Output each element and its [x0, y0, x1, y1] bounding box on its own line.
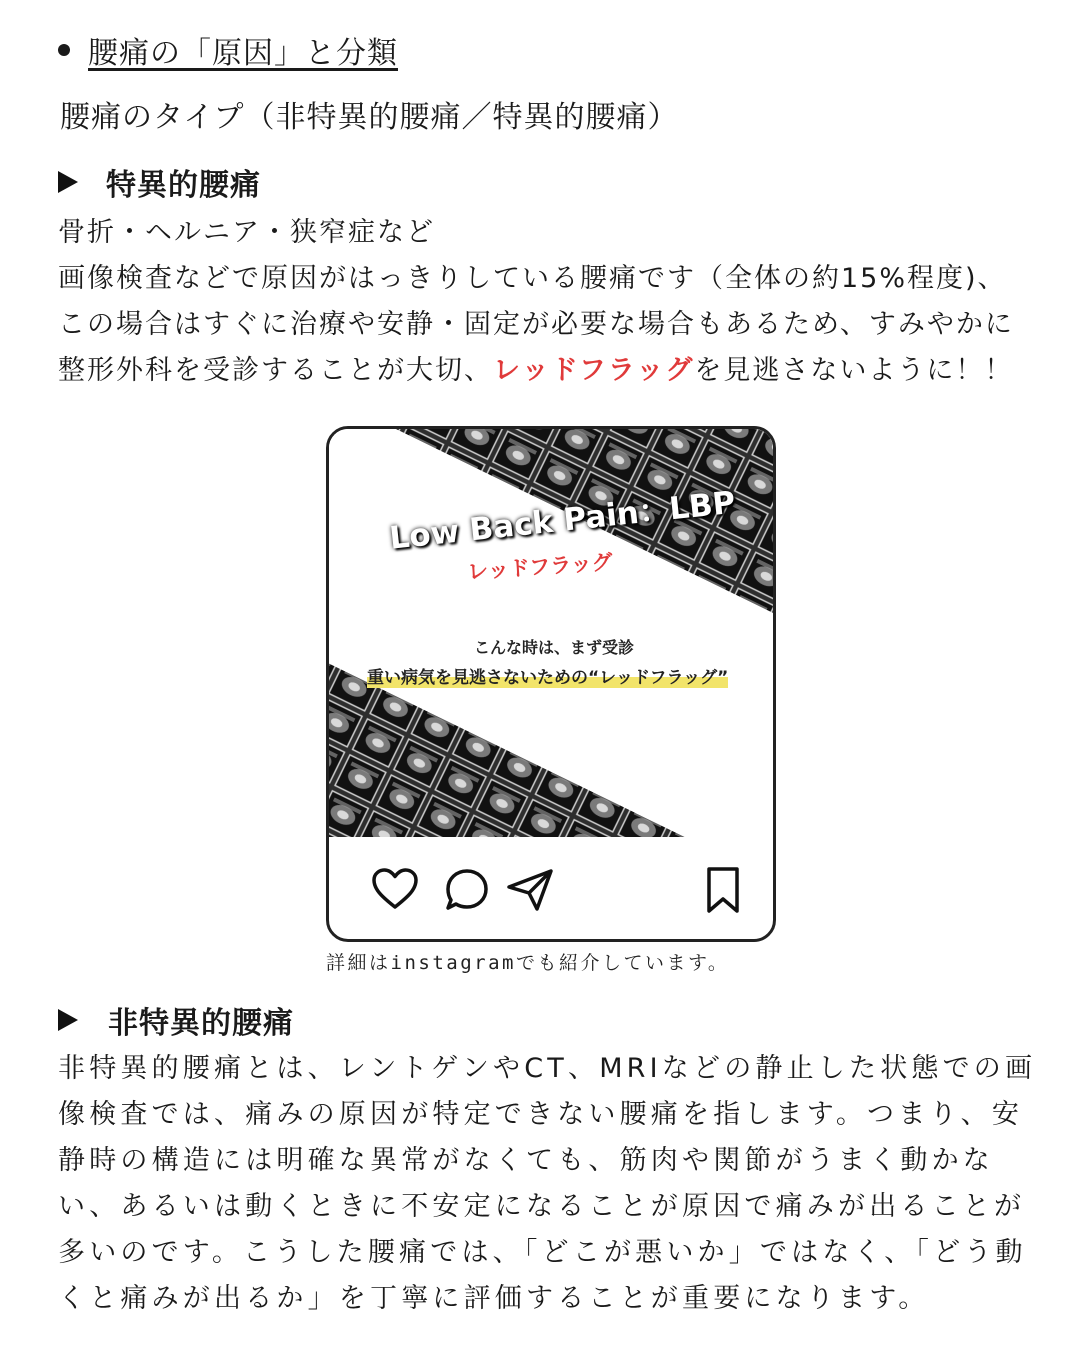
nonspecific-lbp-heading [58, 998, 294, 1042]
paragraph-line: 画像検査などで原因がはっきりしている腰痛です（全体の約15%程度)、 [58, 263, 1007, 294]
paragraph-line: くと痛みが出るか」を丁寧に評価することが重要になります。 [58, 1283, 930, 1314]
heart-icon[interactable] [371, 867, 419, 911]
post-action-bar [329, 837, 776, 942]
heading-marker-icon [58, 1009, 78, 1031]
bullet-dot [58, 44, 70, 56]
paragraph-line: 骨折・ヘルニア・狭窄症など [58, 217, 435, 248]
instagram-caption: 詳細はinstagramでも紹介しています。 [326, 952, 730, 974]
paragraph-text: 整形外科を受診することが大切、 [58, 355, 493, 386]
nonspecific-lbp-paragraph [58, 1046, 1048, 1322]
paragraph-line [58, 348, 1048, 394]
paragraph-line: 非特異的腰痛とは、レントゲンやCT、MRIなどの静止した状態での画 [58, 1053, 1037, 1084]
post-line-2: 重い病気を見逃さないための“レッドフラッグ” [367, 663, 728, 688]
cause-classification-link[interactable]: 腰痛の「原因」と分類 [88, 36, 398, 71]
bookmark-icon[interactable] [703, 865, 743, 915]
paragraph-line: この場合はすぐに治療や安静・固定が必要な場合もあるため、すみやかに [58, 309, 1014, 340]
specific-lbp-paragraph [58, 210, 1048, 394]
paragraph-line: い、あるいは動くときに不安定になることが原因で痛みが出ることが [58, 1191, 1026, 1222]
comment-icon[interactable] [443, 867, 491, 913]
specific-lbp-heading-text: 特異的腰痛 [106, 168, 261, 203]
instagram-post-card[interactable] [326, 426, 776, 942]
paragraph-text: を見逃さないように！！ [694, 355, 1014, 386]
nonspecific-lbp-heading-text: 非特異的腰痛 [108, 1006, 294, 1041]
bullet-row [58, 28, 398, 72]
post-image [329, 429, 776, 837]
post-red-flag-label: レッドフラッグ [466, 549, 614, 585]
heading-marker-icon [58, 171, 78, 193]
specific-lbp-heading [58, 160, 261, 204]
paragraph-line: 像検査では、痛みの原因が特定できない腰痛を指します。つまり、安 [58, 1099, 1024, 1130]
red-flag-highlight: レッドフラッグ [493, 355, 695, 386]
paragraph-line: 静時の構造には明確な異常がなくても、筋肉や関節がうまく動かな [58, 1145, 994, 1176]
post-title: Low Back Pain：LBP [387, 484, 738, 557]
low-back-pain-types-subtitle: 腰痛のタイプ（非特異的腰痛／特異的腰痛） [60, 100, 679, 135]
post-line-1: こんな時は、まず受診 [473, 638, 634, 657]
send-icon[interactable] [505, 867, 557, 913]
paragraph-line: 多いのです。こうした腰痛では、「どこが悪いか」ではなく、「どう動 [58, 1237, 1027, 1268]
